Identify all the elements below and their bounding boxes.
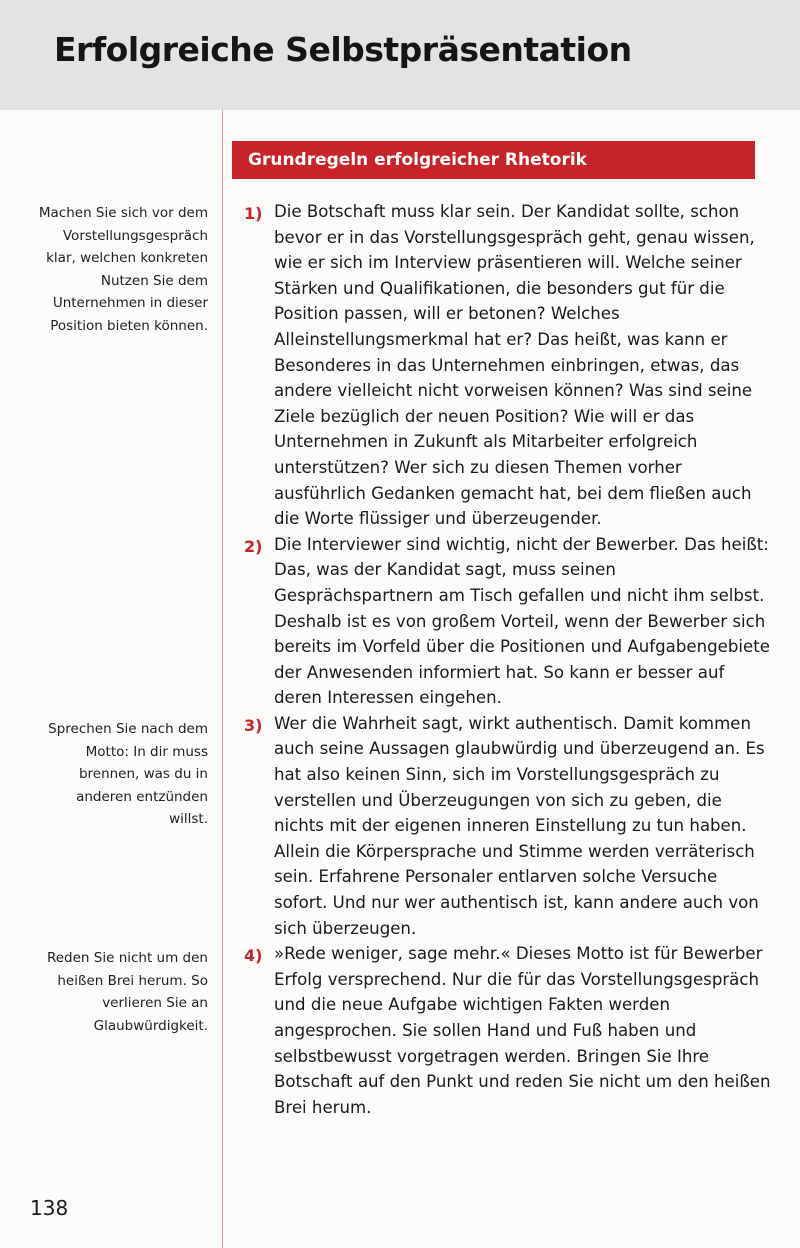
margin-note: Reden Sie nicht um den heißen Brei herum. So verlieren Sie an Glaubwürdigkeit.	[46, 950, 208, 1034]
rule-item	[244, 941, 774, 1120]
rule-text: Die Botschaft muss klar sein. Der Kandidat sollte, schon bevor er in das Vorstellungsgespräch geht, genau wissen, wie er sich im Interview präsentieren will. Welche seiner Stärken und Qualifikationen, die besonders gut für die Position passen, will er betonen? Welches Alleinstellungsmerkmal hat er? Das heißt, was kann er Besonderes in das Unternehmen einbringen, etwas, das andere vielleicht nicht vorweisen können? Was sind seine Ziele bezüglich der neuen Position? Wie will er das Unternehmen in Zukunft als Mitarbeiter erfolgreich unterstützen? Wer sich zu diesen Themen vorher ausführlich Gedanken gemacht hat, bei dem fließen auch die Worte flüssiger und überzeugender.	[274, 202, 755, 529]
column-divider	[222, 110, 223, 1248]
rules-list	[244, 199, 774, 1120]
rule-number: 3)	[244, 715, 263, 735]
rule-item	[244, 532, 774, 711]
rule-text: »Rede weniger, sage mehr.« Dieses Motto ist für Bewerber Erfolg versprechend. Nur die für das Vorstellungsgespräch und die neue Aufgabe wichtigen Fakten werden angesprochen. Sie sollen Hand und Fuß haben und selbstbewusst vorgetragen werden. Bringen Sie Ihre Botschaft auf den Punkt und reden Sie nicht um den heißen Brei herum.	[274, 944, 771, 1117]
rule-item	[244, 199, 774, 532]
rule-number: 4)	[244, 946, 263, 966]
page-title: Erfolgreiche Selbstpräsentation	[54, 30, 632, 69]
rule-number: 2)	[244, 536, 263, 556]
margin-note: Sprechen Sie nach dem Motto: In dir muss brennen, was du in anderen entzünden willst.	[48, 721, 208, 827]
page-number: 138	[30, 1196, 69, 1220]
rule-number: 1)	[244, 204, 263, 223]
section-heading: Grundregeln erfolgreicher Rhetorik	[232, 141, 755, 179]
rule-text: Die Interviewer sind wichtig, nicht der Bewerber. Das heißt: Das, was der Kandidat sagt, muss seinen Gesprächspartnern am Tisch gefallen und nicht ihm selbst. Deshalb ist es von großem Vorteil, wenn der Bewerber sich bereits im Vorfeld über die Positionen und Aufgabengebiete der Anwesenden informiert hat. So kann er besser auf deren Interessen eingehen.	[274, 534, 770, 708]
rule-item	[244, 711, 774, 941]
rule-text: Wer die Wahrheit sagt, wirkt authentisch. Damit kommen auch seine Aussagen glaubwürdig und überzeugend an. Es hat also keinen Sinn, sich im Vorstellungsgespräch zu verstellen und Überzeugungen von sich zu geben, die nichts mit der eigenen inneren Einstellung zu tun haben. Allein die Körpersprache und Stimme werden verräterisch sein. Erfahrene Personaler entlarven solche Versuche sofort. Und nur wer authentisch ist, kann andere auch von sich überzeugen.	[274, 713, 765, 938]
margin-note: Machen Sie sich vor dem Vorstellungsgespräch klar, welchen konkreten Nutzen Sie dem Unternehmen in dieser Position bieten können.	[38, 205, 208, 334]
